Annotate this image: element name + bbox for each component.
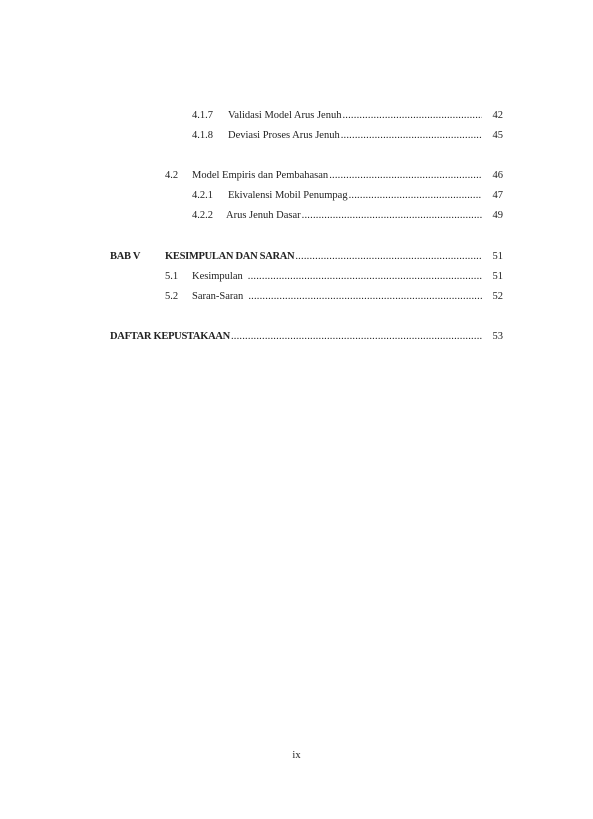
dot-leader <box>349 189 482 203</box>
toc-title: Model Empiris dan Pembahasan <box>192 170 329 181</box>
toc-page-number: 46 <box>492 170 503 181</box>
toc-number: 5.1 <box>165 271 179 282</box>
toc-title: Saran-Saran <box>192 291 244 302</box>
toc-chapter-number: BAB V <box>110 251 141 262</box>
toc-entry-5-2 <box>0 290 593 304</box>
toc-daftar-kepustakaan <box>0 330 593 344</box>
toc-entry-4-1-8 <box>0 129 593 143</box>
toc-title: Kesimpulan <box>192 271 243 282</box>
toc-number: 4.2.2 <box>192 210 213 221</box>
page-number-footer: ix <box>292 750 301 761</box>
toc-chapter-title: KESIMPULAN DAN SARAN <box>165 251 295 262</box>
toc-title: Deviasi Proses Arus Jenuh <box>228 130 340 141</box>
dot-leader <box>248 270 482 284</box>
dot-leader <box>248 290 482 304</box>
toc-entry-5-1 <box>0 270 593 284</box>
toc-title: Ekivalensi Mobil Penumpag <box>228 190 348 201</box>
toc-entry-4-2-1 <box>0 189 593 203</box>
toc-chapter-title: DAFTAR KEPUSTAKAAN <box>110 331 230 342</box>
toc-page-number: 53 <box>492 331 503 342</box>
toc-page-number: 45 <box>492 130 503 141</box>
toc-entry-4-2 <box>0 169 593 183</box>
toc-page-number: 49 <box>492 210 503 221</box>
toc-entry-4-1-7 <box>0 109 593 123</box>
toc-number: 4.1.8 <box>192 130 213 141</box>
dot-leader <box>295 250 482 264</box>
toc-page-number: 42 <box>492 110 503 121</box>
toc-number: 5.2 <box>165 291 179 302</box>
dot-leader <box>341 129 482 143</box>
dot-leader <box>302 209 482 223</box>
dot-leader <box>231 330 482 344</box>
toc-number: 4.2.1 <box>192 190 213 201</box>
toc-chapter-bab-v <box>0 250 593 264</box>
dot-leader <box>329 169 482 183</box>
toc-number: 4.1.7 <box>192 110 213 121</box>
toc-entry-4-2-2 <box>0 209 593 223</box>
toc-page-number: 47 <box>492 190 503 201</box>
toc-number: 4.2 <box>165 170 179 181</box>
toc-title: Arus Jenuh Dasar <box>226 210 301 221</box>
toc-page-number: 52 <box>492 291 503 302</box>
dot-leader <box>342 109 482 123</box>
toc-title: Validasi Model Arus Jenuh <box>228 110 342 121</box>
toc-page-number: 51 <box>492 271 503 282</box>
toc-page-number: 51 <box>492 251 503 262</box>
